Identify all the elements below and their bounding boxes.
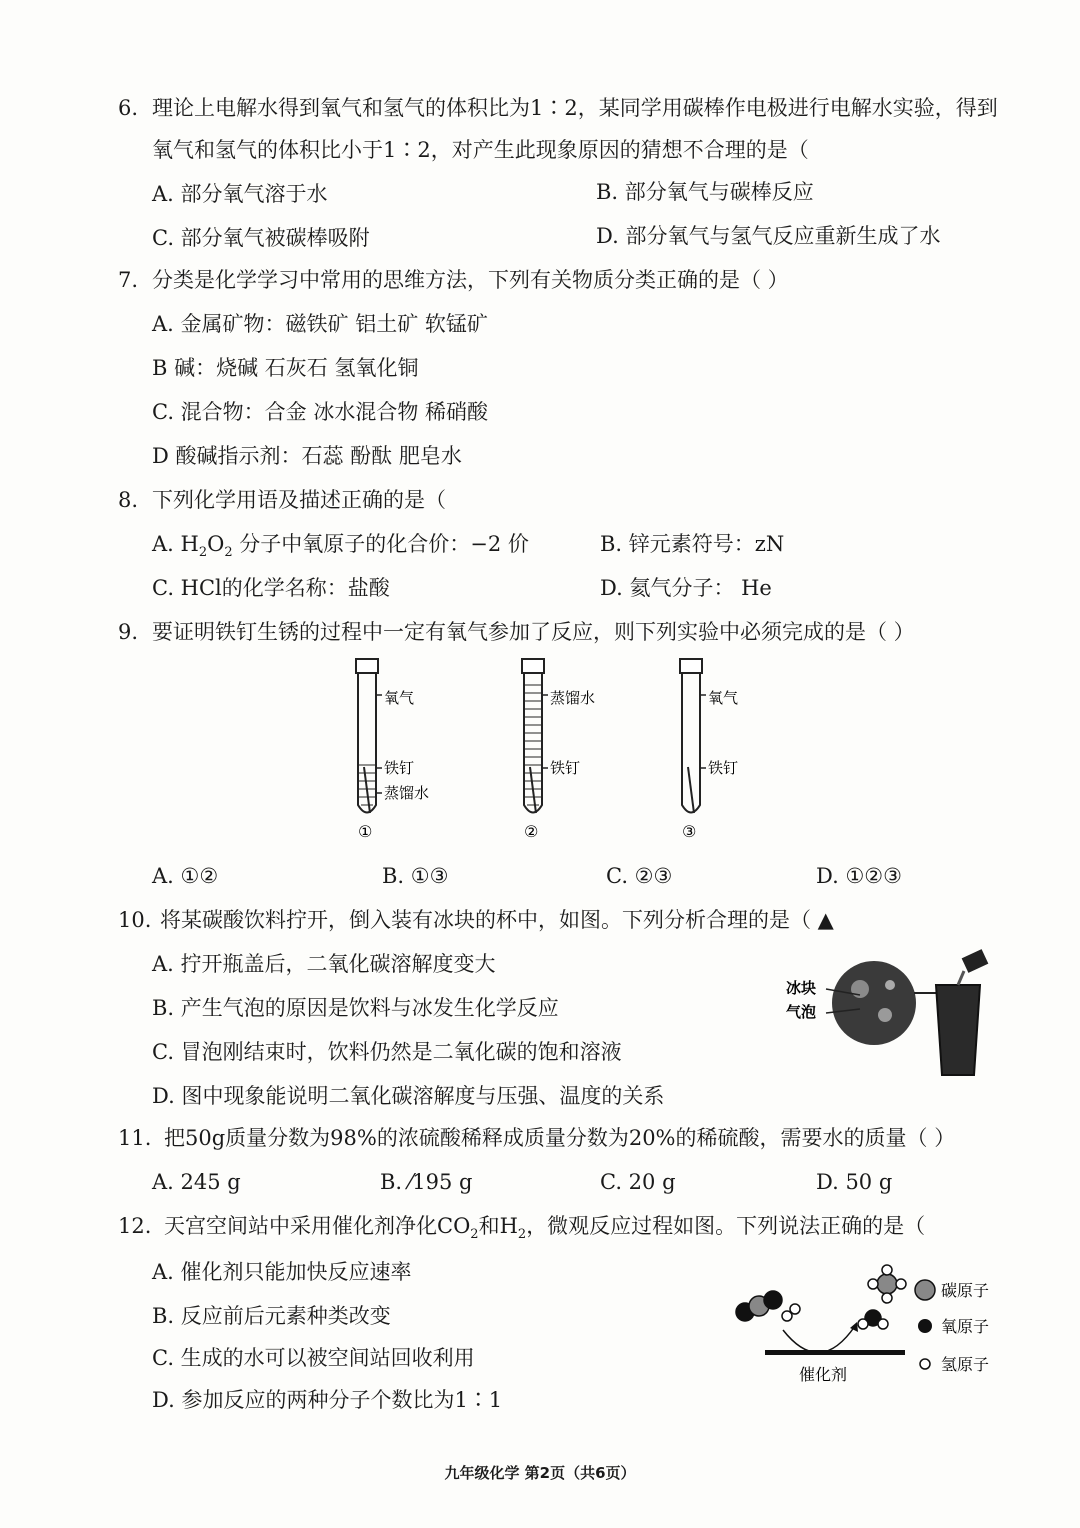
q10-number: 10. [118,908,152,932]
legend-oxygen: 氧原子 [941,1317,990,1336]
h2-molecule [782,1304,800,1321]
q6-option-d[interactable]: D. 部分氧气与氢气反应重新生成了水 [596,224,941,248]
tube3-label-nail: 铁钉 [708,759,739,777]
q11-option-b[interactable]: B. ⁄195 g [380,1170,473,1194]
q6-stem-line2: 氧气和氢气的体积比小于1∶2，对产生此现象原因的猜想不合理的是（ [152,138,809,162]
h2o-molecule [858,1310,888,1329]
label-bubbles: 气泡 [786,1003,817,1021]
q6-stem-line1: 理论上电解水得到氧气和氢气的体积比为1∶2，某同学用碳棒作电极进行电解水实验，得到 [152,96,998,120]
page-footer: 九年级化学 第2页（共6页） [444,1464,636,1482]
q7-stem: 分类是化学学习中常用的思维方法，下列有关物质分类正确的是（ ） [152,268,789,292]
test-tube-2 [522,659,548,813]
tube1-label-nail: 铁钉 [384,759,415,777]
q7-option-d[interactable]: D 酸碱指示剂：石蕊 酚酞 肥皂水 [152,444,462,468]
q10-option-b[interactable]: B. 产生气泡的原因是饮料与冰发生化学反应 [152,996,559,1020]
q7-option-a[interactable]: A. 金属矿物：磁铁矿 铝土矿 软锰矿 [152,312,488,336]
glass-icon [936,985,980,1075]
q8-option-c[interactable]: C. HCl的化学名称：盐酸 [152,576,390,600]
q12-option-c[interactable]: C. 生成的水可以被空间站回收利用 [152,1346,475,1370]
q12-option-b[interactable]: B. 反应前后元素种类改变 [152,1304,391,1328]
tube3-label-oxygen: 氧气 [708,689,739,707]
carbon-atom-icon [915,1280,935,1300]
q11-number: 11. [118,1126,152,1150]
q11-stem: 把50g质量分数为98%的浓硫酸稀释成质量分数为20%的稀硫酸，需要水的质量（ ） [164,1126,956,1150]
label-ice: 冰块 [786,979,817,997]
tube1-mark: ① [358,822,373,841]
q10-stem: 将某碳酸饮料拧开，倒入装有冰块的杯中，如图。下列分析合理的是（ ▲ [160,908,834,932]
q8-option-d[interactable]: D. 氦气分子： He [600,576,772,600]
q8-option-a[interactable]: A. $H_2O_2$ 分子中氧原子的化合价：−2 价 [152,532,529,561]
q10-soda-figure [780,945,1010,1085]
q6-option-b[interactable]: B. 部分氧气与碳棒反应 [596,180,814,204]
bottle-icon [962,949,989,973]
q9-option-c[interactable]: C. ②③ [606,864,673,888]
tube1-label-water: 蒸馏水 [384,784,430,802]
magnified-bubble-circle [832,961,916,1045]
q9-test-tube-figure [340,655,780,845]
tube2-label-water: 蒸馏水 [550,689,596,707]
q10-option-c[interactable]: C. 冒泡刚结束时，饮料仍然是二氧化碳的饱和溶液 [152,1040,622,1064]
tube1-label-oxygen: 氧气 [384,689,415,707]
q6-option-a[interactable]: A. 部分氧气溶于水 [152,182,328,206]
catalyst-label: 催化剂 [799,1365,848,1384]
q9-option-a[interactable]: A. ①② [152,864,219,888]
q10-option-a[interactable]: A. 拧开瓶盖后，二氧化碳溶解度变大 [152,952,496,976]
q12-stem: 天宫空间站中采用催化剂净化$CO_2$和$H_2$，微观反应过程如图。下列说法正确的是（ [164,1214,926,1243]
catalyst-bar [765,1350,905,1355]
ch4-molecule [868,1265,906,1303]
q10-option-d[interactable]: D. 图中现象能说明二氧化碳溶解度与压强、温度的关系 [152,1084,665,1108]
q9-option-b[interactable]: B. ①③ [382,864,449,888]
tube3-mark: ③ [682,822,697,841]
legend-carbon: 碳原子 [941,1281,990,1300]
q9-stem: 要证明铁钉生锈的过程中一定有氧气参加了反应，则下列实验中必须完成的是（ ） [152,620,915,644]
q7-option-b[interactable]: B 碱：烧碱 石灰石 氢氧化铜 [152,356,419,380]
q9-option-d[interactable]: D. ①②③ [816,864,902,888]
oxygen-atom-icon [918,1319,932,1333]
q6-option-c[interactable]: C. 部分氧气被碳棒吸附 [152,226,370,250]
q7-number: 7. [118,268,139,292]
q11-option-c[interactable]: C. 20 g [600,1170,676,1194]
test-tube-1 [356,659,382,813]
q12-option-d[interactable]: D. 参加反应的两种分子个数比为1∶1 [152,1388,503,1412]
test-tube-3 [680,659,706,813]
q8-stem: 下列化学用语及描述正确的是（ [152,488,446,512]
q8-number: 8. [118,488,139,512]
q11-option-a[interactable]: A. 245 g [152,1170,241,1194]
q6-number: 6. [118,96,139,120]
legend-hydrogen: 氢原子 [941,1355,990,1374]
co2-molecule [736,1291,782,1321]
q12-option-a[interactable]: A. 催化剂只能加快反应速率 [152,1260,412,1284]
q12-reaction-figure [725,1262,1005,1392]
hydrogen-atom-icon [920,1359,930,1369]
q8-option-b[interactable]: B. 锌元素符号：zN [600,532,785,556]
q9-number: 9. [118,620,139,644]
tube2-mark: ② [524,822,539,841]
q11-option-d[interactable]: D. 50 g [816,1170,893,1194]
tube2-label-nail: 铁钉 [550,759,581,777]
q7-option-c[interactable]: C. 混合物：合金 冰水混合物 稀硝酸 [152,400,489,424]
q12-number: 12. [118,1214,152,1238]
